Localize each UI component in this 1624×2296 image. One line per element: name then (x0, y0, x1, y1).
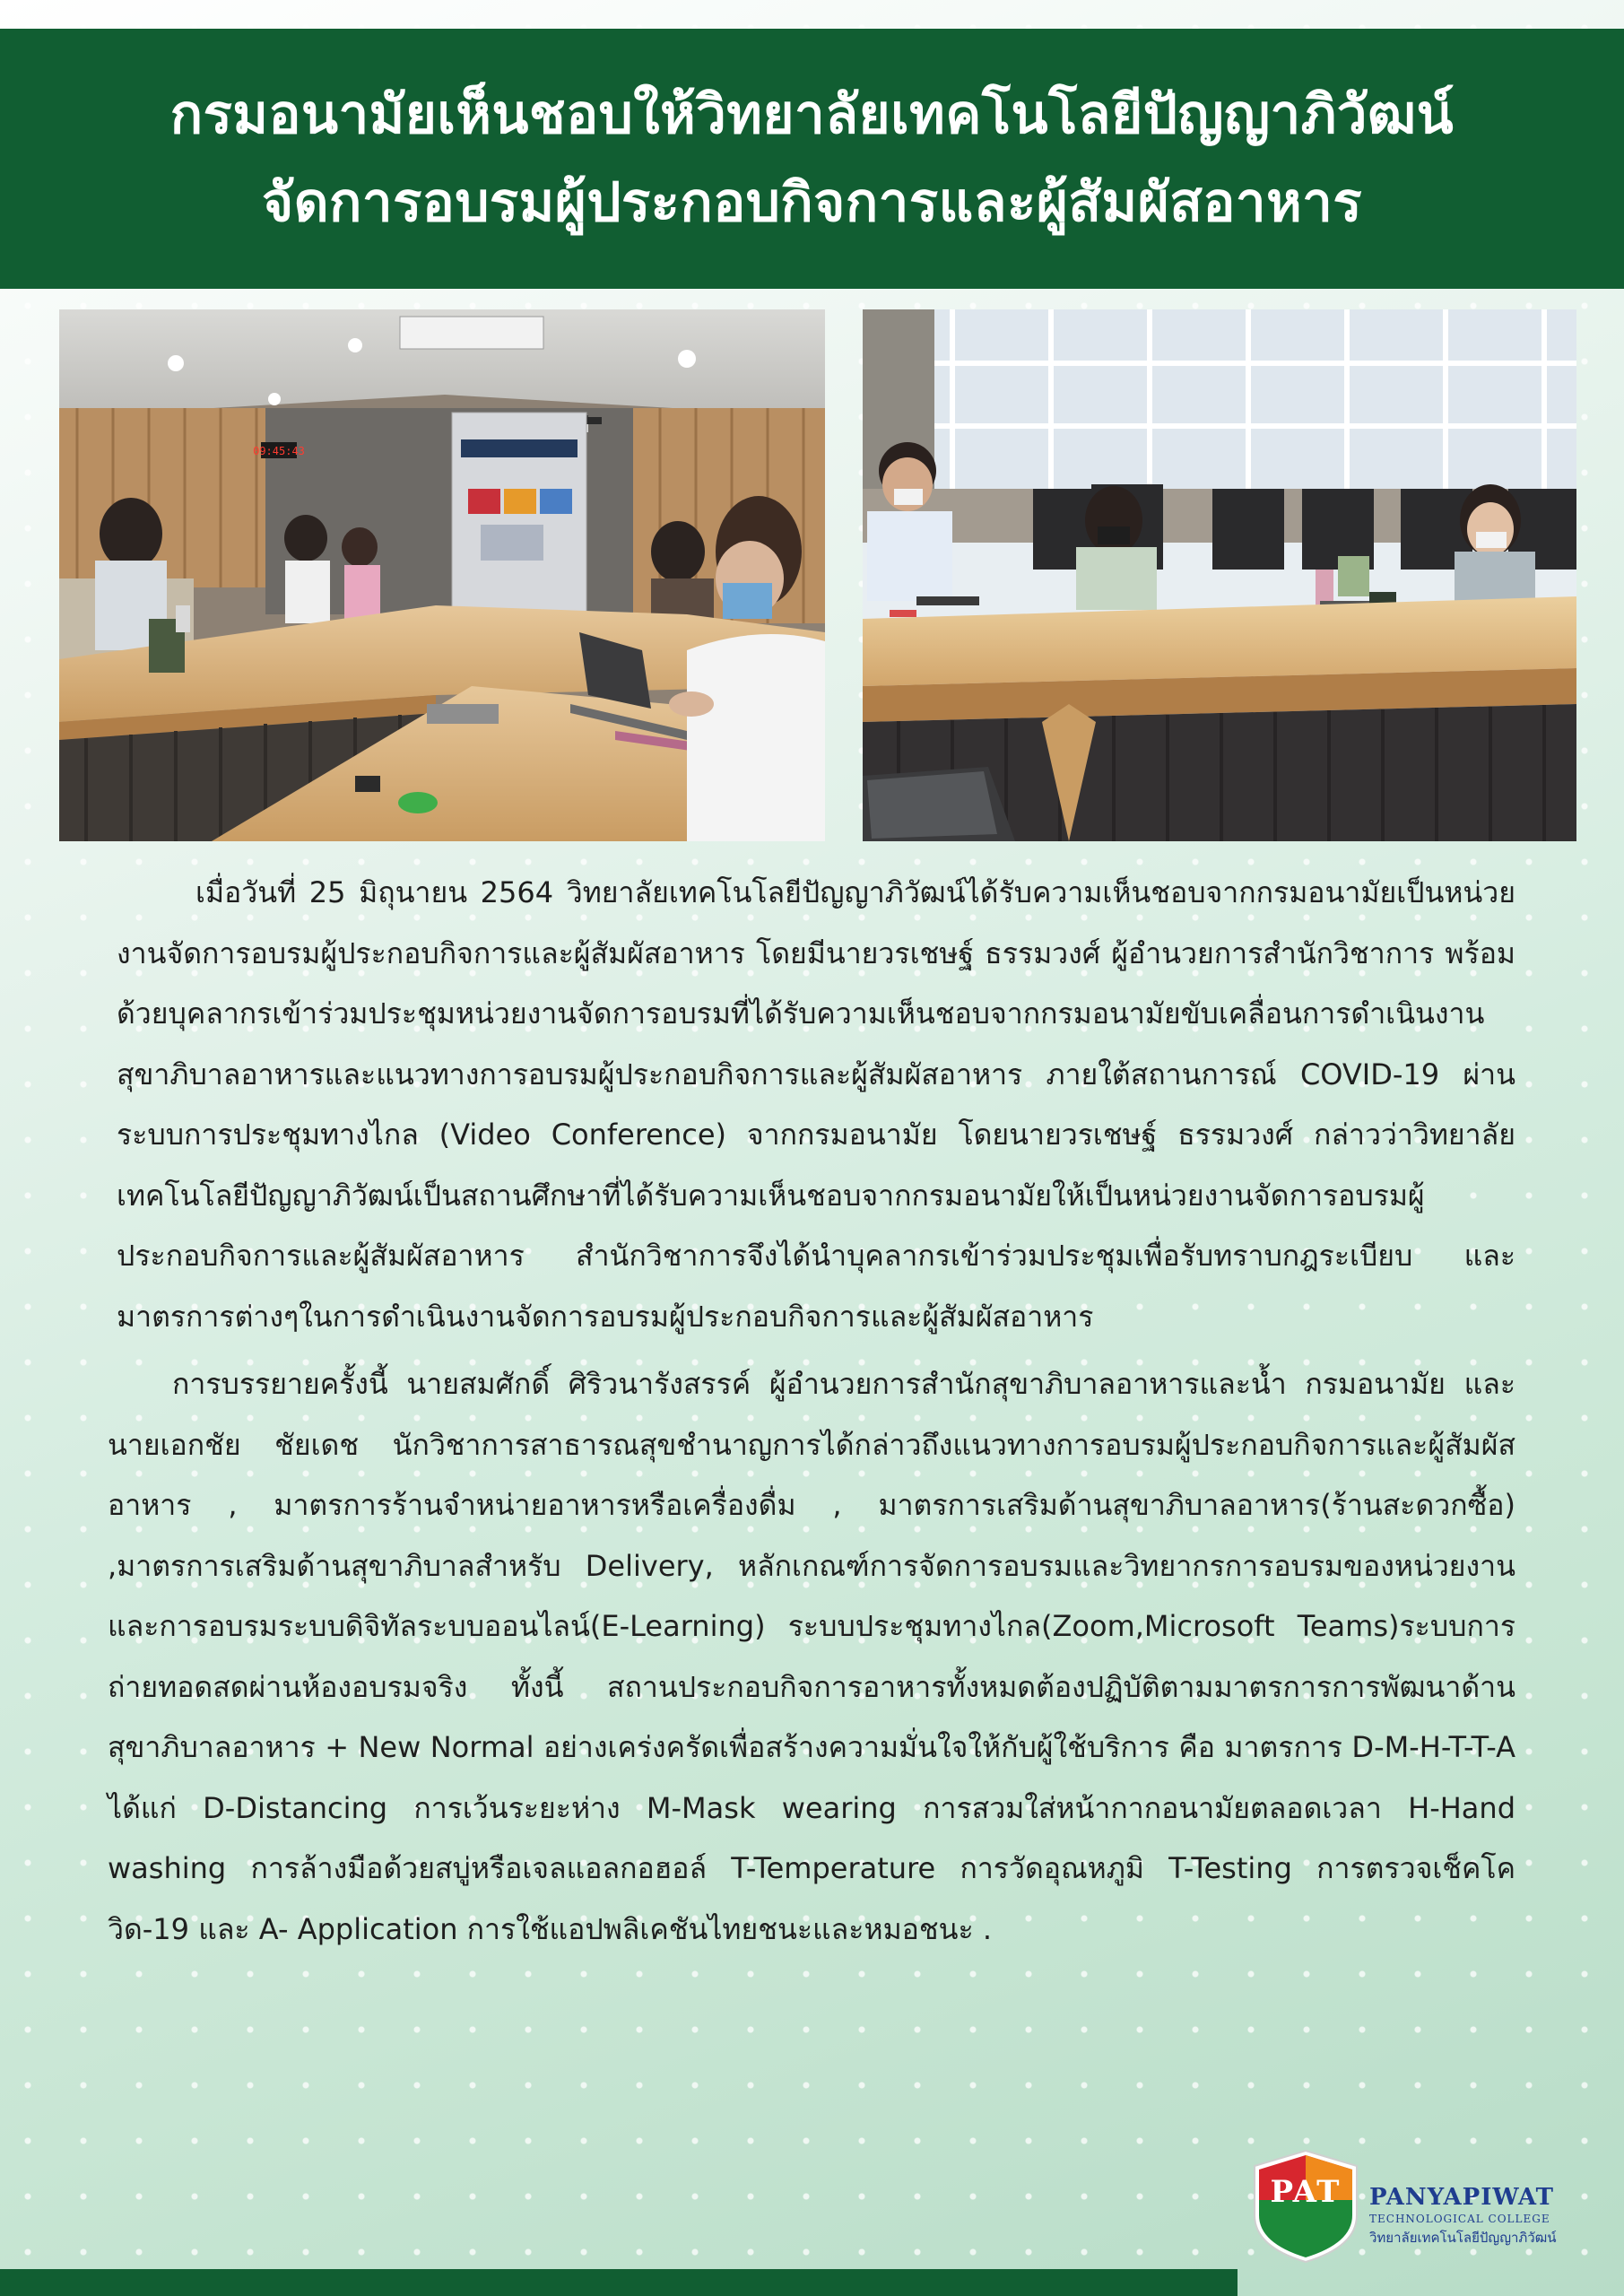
logo-name: PANYAPIWAT (1369, 2184, 1555, 2211)
article-paragraph-2: การบรรยายครั้งนี้ นายสมศักดิ์ ศิริวนารังสรรค์ ผู้อำนวยการสำนักสุขาภิบาลอาหารและน้ำ กรมอนามัย และนายเอกชัย ชัยเดช นักวิชาการสาธารณสุขชำนาญการได้กล่าวถึงแนวทางการอบรมผู้ประกอบกิจการและผู้สัมผัสอาหาร , มาตรการร้านจำหน่ายอาหารหรือเครื่องดื่ม , มาตรการเสริมด้านสุขาภิบาลอาหาร(ร้านสะดวกซื้อ) ,มาตรการเสริมด้านสุขาภิบาลสำหรับ Delivery, หลักเกณฑ์การจัดการอบรมและวิทยากรการอบรมของหน่วยงาน และการอบรมระบบดิจิทัลระบบออนไลน์(E-Learning) ระบบประชุมทางไกล(Zoom,Microsoft Teams)ระบบการถ่ายทอดสดผ่านห้องอบรมจริง ทั้งนี้ สถานประกอบกิจการอาหารทั้งหมดต้องปฏิบัติตามมาตรการการพัฒนาด้านสุขาภิบาลอาหาร + New Normal อย่างเคร่งครัดเพื่อสร้างความมั่นใจให้กับผู้ใช้บริการ คือ มาตรการ D-M-H-T-T-A ได้แก่ D-Distancing การเว้นระยะห่าง M-Mask wearing การสวมใส่หน้ากากอนามัยตลอดเวลา H-Hand washing การล้างมือด้วยสบู่หรือเจลแอลกอฮอล์ T-Temperature การวัดอุณหภูมิ T-Testing การตรวจเช็คโควิด-19 และ A- Application การใช้แอปพลิเคชันไทยชนะและหมอชนะ . (108, 1367, 1515, 1946)
photo-meeting-attendees (863, 309, 1576, 841)
title-line-1: กรมอนามัยเห็นชอบให้วิทยาลัยเทคโนโลยีปัญญาภิวัฒน์ (169, 83, 1455, 146)
article-paragraph-1: เมื่อวันที่ 25 มิถุนายน 2564 วิทยาลัยเทคโนโลยีปัญญาภิวัฒน์ได้รับความเห็นชอบจากกรมอนามัยเป็นหน่วยงานจัดการอบรมผู้ประกอบกิจการและผู้สัมผัสอาหาร โดยมีนายวรเชษฐ์ ธรรมวงศ์ ผู้อำนวยการสำนักวิชาการ พร้อมด้วยบุคลากรเข้าร่วมประชุมหน่วยงานจัดการอบรมที่ได้รับความเห็นชอบจากกรมอนามัยขับเคลื่อนการดำเนินงานสุขาภิบาลอาหารและแนวทางการอบรมผู้ประกอบกิจการและผู้สัมผัสอาหาร ภายใต้สถานการณ์ COVID-19 ผ่านระบบการประชุมทางไกล (Video Conference) จากกรมอนามัย โดยนายวรเชษฐ์ ธรรมวงศ์ กล่าวว่าวิทยาลัยเทคโนโลยีปัญญาภิวัฒน์เป็นสถานศึกษาที่ได้รับความเห็นชอบจากกรมอนามัยให้เป็นหน่วยงานจัดการอบรมผู้ประกอบกิจการและผู้สัมผัสอาหาร สำนักวิชาการจึงได้นำบุคลากรเข้าร่วมประชุมเพื่อรับทราบกฎระเบียบ และมาตรการต่างๆในการดำเนินงานจัดการอบรมผู้ประกอบกิจการและผู้สัมผัสอาหาร (117, 875, 1515, 1334)
title-line-2: จัดการอบรมผู้ประกอบกิจการและผู้สัมผัสอาหาร (261, 171, 1363, 234)
logo-thai-name: วิทยาลัยเทคโนโลยีปัญญาภิวัฒน์ (1369, 2230, 1557, 2246)
logo-subtitle: TECHNOLOGICAL COLLEGE (1369, 2213, 1550, 2225)
title-banner (0, 29, 1624, 289)
article-body (108, 863, 1515, 1960)
footer-bar (0, 2269, 1238, 2296)
college-logo (1251, 2148, 1574, 2265)
photo-meeting-room-projector (59, 309, 825, 841)
logo-mark: PAT (1270, 2174, 1342, 2210)
room-clock: 09:45:43 (253, 445, 305, 457)
pat-shield-icon (1251, 2148, 1360, 2265)
